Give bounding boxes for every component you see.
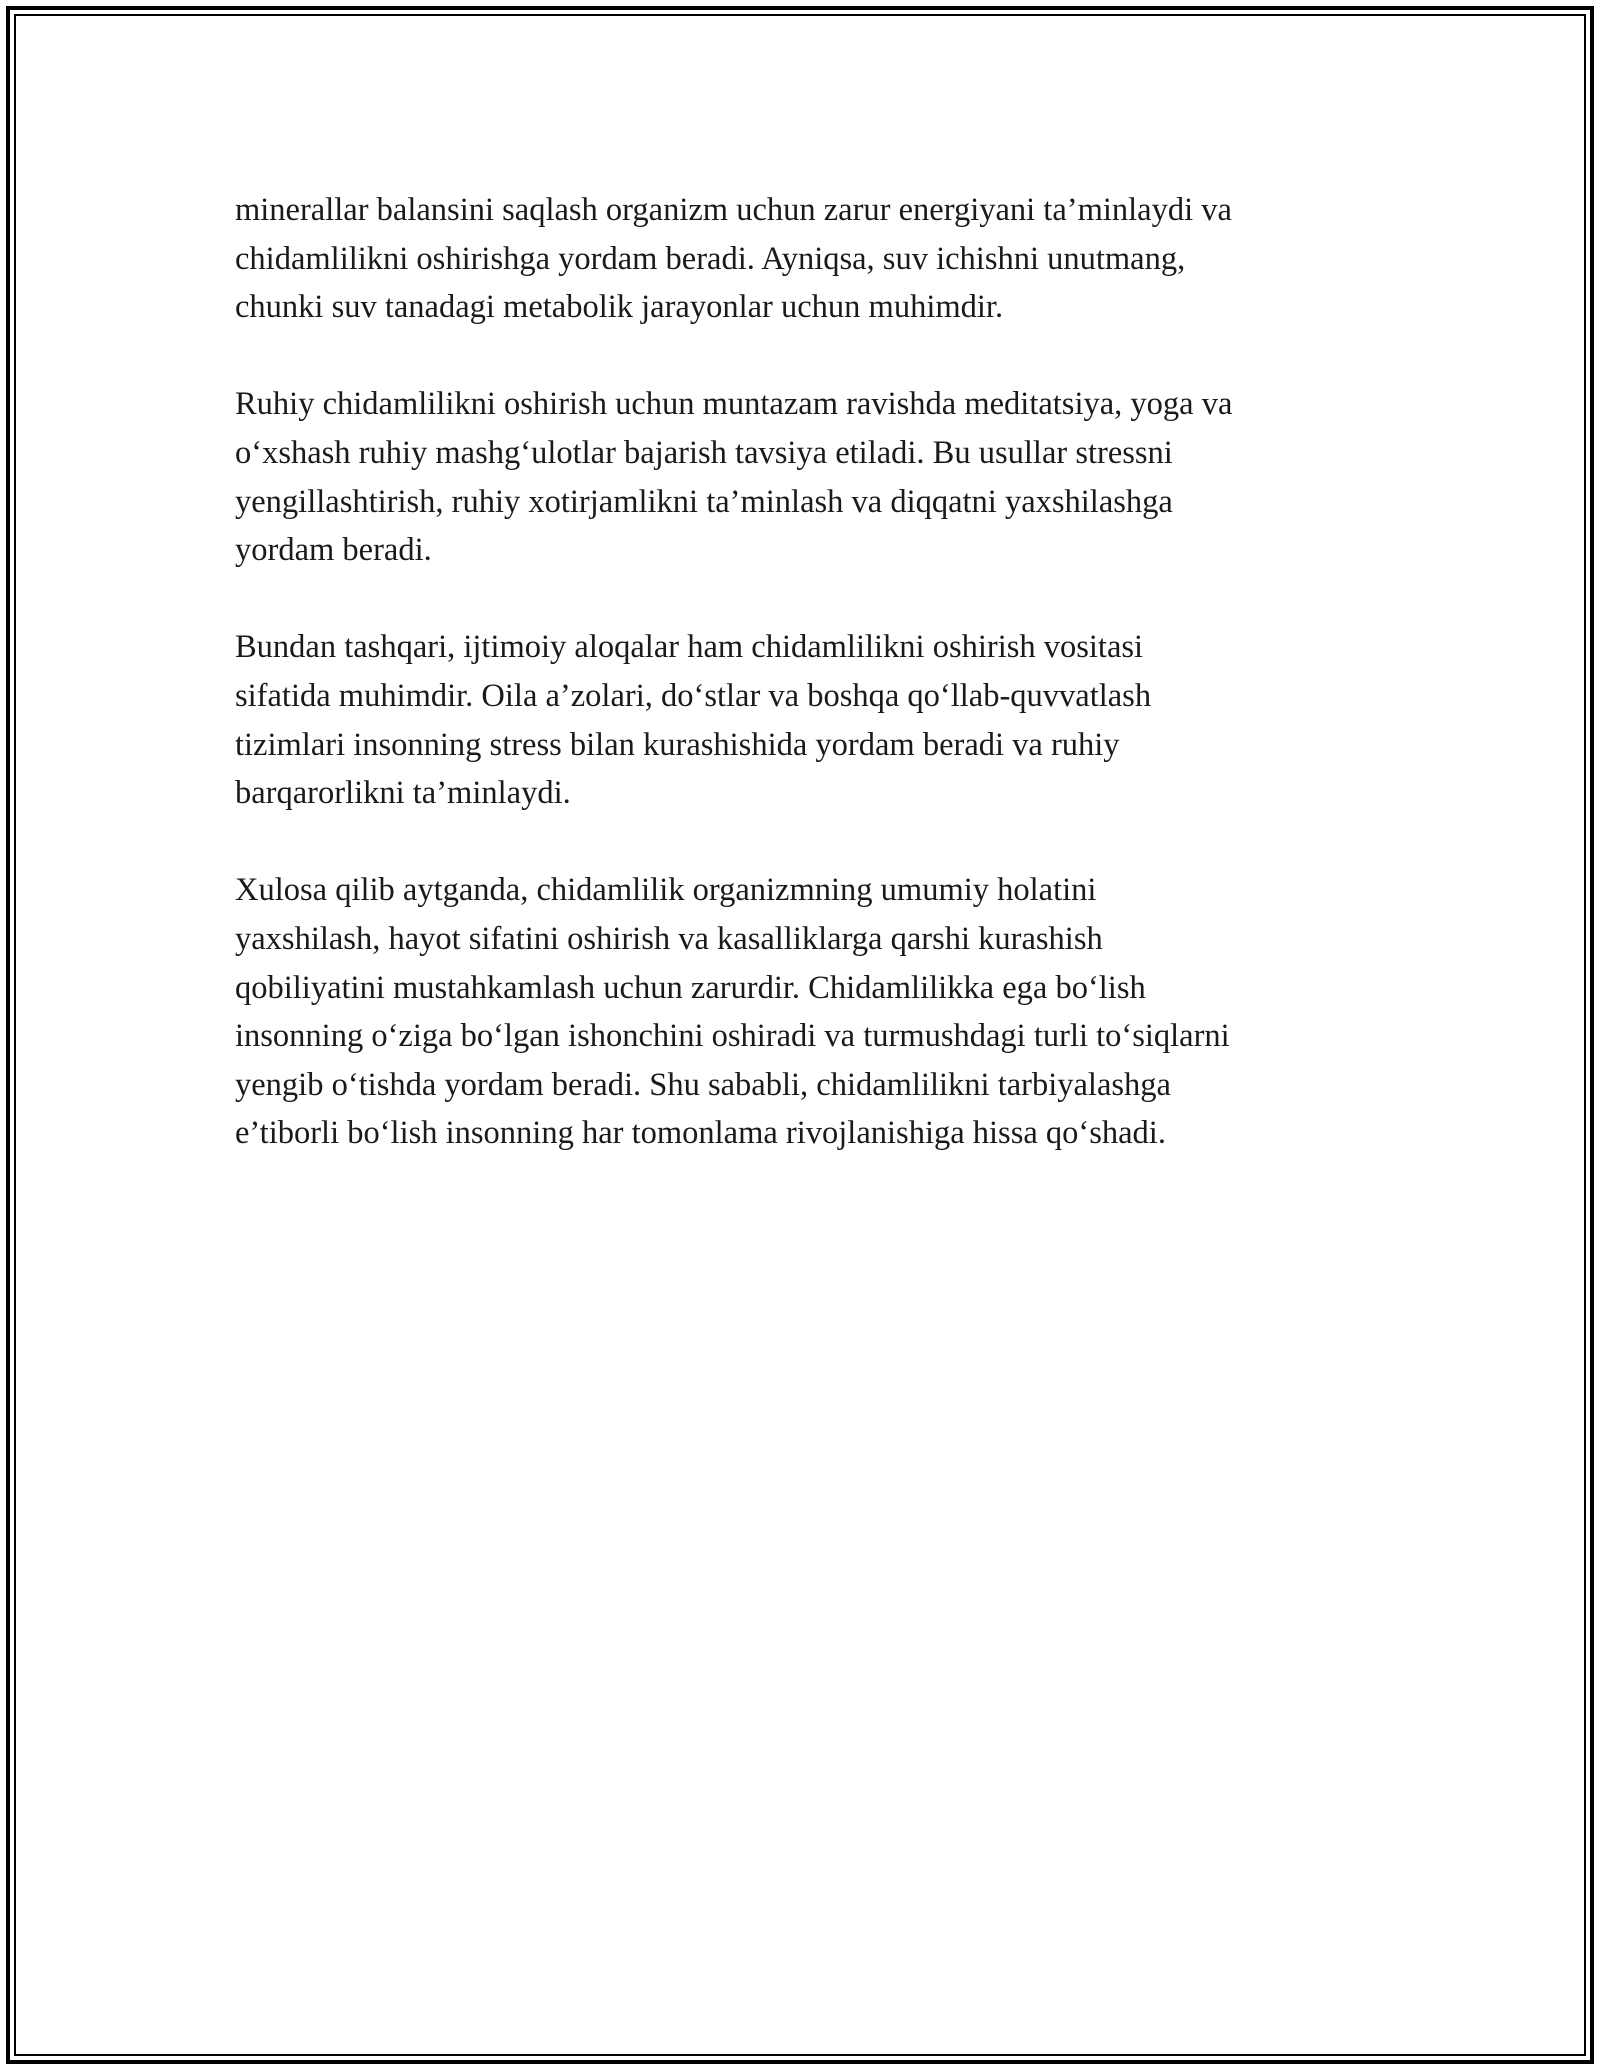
text-line: yengib o‘tishda yordam beradi. Shu sababli, chidamlilikni tarbiyalashga	[235, 1066, 1171, 1103]
text-line: sifatida muhimdir. Oila a’zolari, do‘stlar va boshqa qo‘llab-quvvatlash	[235, 677, 1152, 714]
paragraph-1	[235, 186, 1385, 332]
text-line: yordam beradi.	[235, 532, 432, 569]
text-line: yengillashtirish, ruhiy xotirjamlikni ta’minlash va diqqatni yaxshilashga	[235, 483, 1173, 520]
paragraph-3	[235, 623, 1385, 817]
document-body	[235, 186, 1385, 1206]
text-line: chidamlilikni oshirishga yordam beradi. Ayniqsa, suv ichishni unutmang,	[235, 240, 1186, 277]
text-line: insonning o‘ziga bo‘lgan ishonchini oshiradi va turmushdagi turli to‘siqlarni	[235, 1018, 1230, 1055]
text-line: minerallar balansini saqlash organizm uchun zarur energiyani ta’minlaydi va	[235, 192, 1232, 228]
text-line: o‘xshash ruhiy mashg‘ulotlar bajarish tavsiya etiladi. Bu usullar stressni	[235, 434, 1173, 471]
text-line: qobiliyatini mustahkamlash uchun zarurdir. Chidamlilikka ega bo‘lish	[235, 969, 1146, 1006]
text-line: tizimlari insonning stress bilan kurashishida yordam beradi va ruhiy	[235, 726, 1120, 763]
text-line: e’tiborli bo‘lish insonning har tomonlama rivojlanishiga hissa qo‘shadi.	[235, 1115, 1166, 1152]
text-line: barqarorlikni ta’minlaydi.	[235, 775, 571, 812]
text-line: Xulosa qilib aytganda, chidamlilik organizmning umumiy holatini	[235, 872, 1097, 909]
paragraph-4	[235, 866, 1385, 1158]
text-line: Bundan tashqari, ijtimoiy aloqalar ham chidamlilikni oshirish vositasi	[235, 629, 1144, 666]
text-line: Ruhiy chidamlilikni oshirish uchun muntazam ravishda meditatsiya, yoga va	[235, 386, 1233, 423]
paragraph-2	[235, 380, 1385, 574]
text-line: yaxshilash, hayot sifatini oshirish va kasalliklarga qarshi kurashish	[235, 920, 1103, 957]
text-line: chunki suv tanadagi metabolik jarayonlar uchun muhimdir.	[235, 289, 1004, 326]
